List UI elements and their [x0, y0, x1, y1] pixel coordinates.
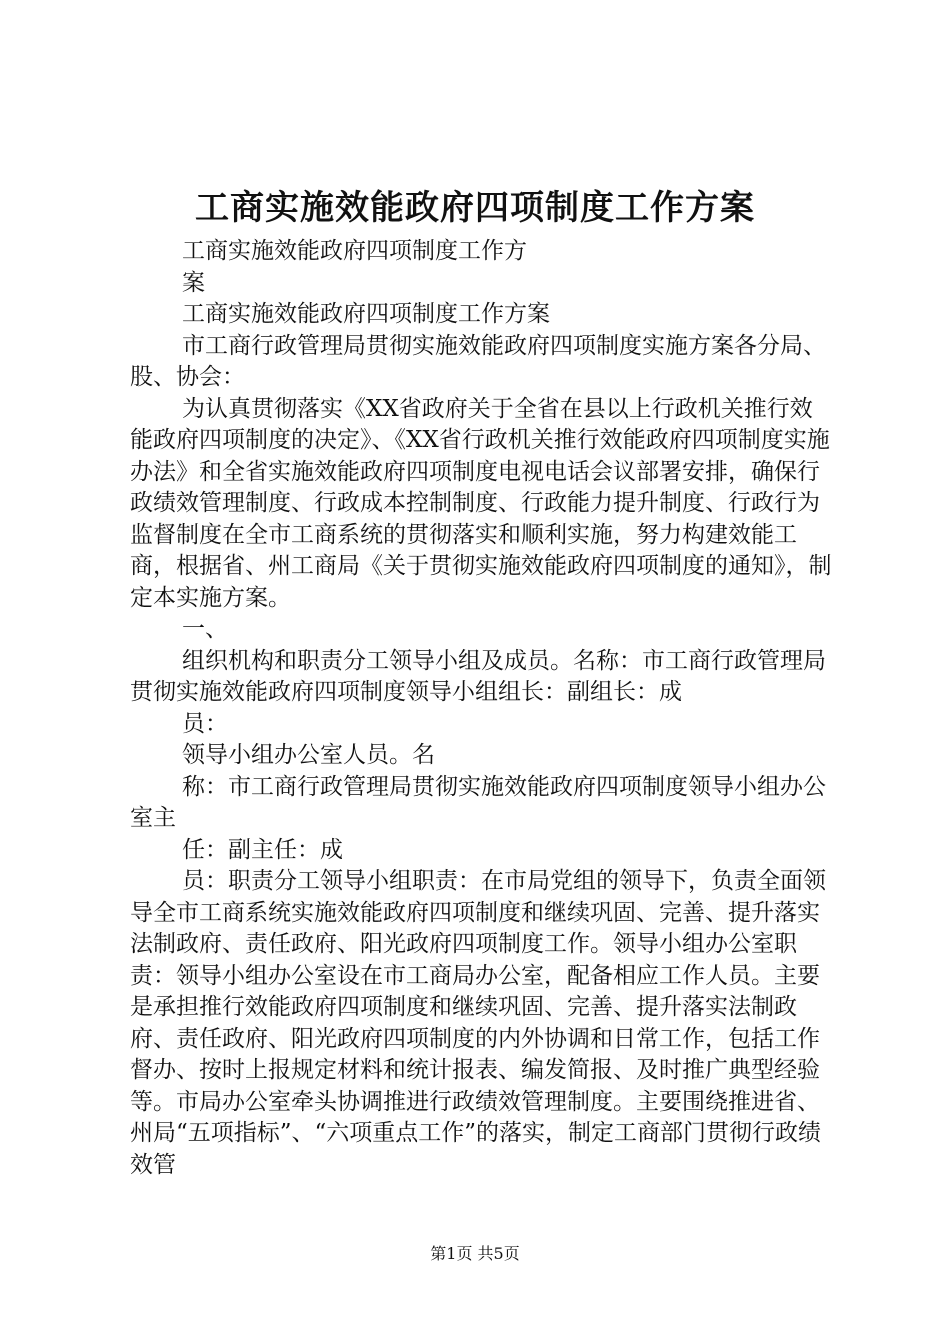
- paragraph: 工商实施效能政府四项制度工作方: [182, 238, 527, 264]
- paragraph: 工商实施效能政府四项制度工作方案: [182, 301, 550, 327]
- paragraph: 称：市工商行政管理局贯彻实施效能政府四项制度领导小组办公室主: [130, 773, 826, 831]
- paragraph: 为认真贯彻落实《XX省政府关于全省在县以上行政机关推行效能政府四项制度的决定》、《XX省行政机关推行效能政府四项制度实施办法》和全省实施效能政府四项制度电视电话会议部署安排，确保行政绩效管理制度、行政成本控制制度、行政能力提升制度、行政行为监督制度在全市工商系统的贯彻落实和顺利实施，努力构建效能工商，根据省、州工商局《关于贯彻实施效能政府四项制度的通知》，制定本实施方案。: [130, 395, 832, 611]
- paragraph: 任：副主任：成: [182, 836, 343, 863]
- paragraph: 一、: [182, 616, 228, 642]
- paragraph: 市工商行政管理局贯彻实施效能政府四项制度实施方案各分局、股、协会：: [130, 332, 826, 390]
- paragraph: 组织机构和职责分工领导小组及成员。名称：市工商行政管理局贯彻实施效能政府四项制度领导小组组长：副组长：成: [130, 647, 826, 705]
- document-body: [130, 236, 832, 1181]
- paragraph: 员：: [182, 710, 228, 737]
- paragraph: 员：职责分工领导小组职责：在市局党组的领导下，负责全面领导全市工商系统实施效能政府四项制度和继续巩固、完善、提升落实法制政府、责任政府、阳光政府四项制度工作。领导小组办公室职责：领导小组办公室设在市工商局办公室，配备相应工作人员。主要是承担推行效能政府四项制度和继续巩固、完善、提升落实法制政府、责任政府、阳光政府四项制度的内外协调和日常工作，包括工作督办、按时上报规定材料和统计报表、编发简报、及时推广典型经验等。市局办公室牵头协调推进行政绩效管理制度。主要围绕推进省、州局“五项指标”、“六项重点工作”的落实，制定工商部门贯彻行政绩效管: [130, 868, 826, 1178]
- paragraph: 案: [182, 269, 205, 296]
- paragraph: 领导小组办公室人员。名: [182, 742, 435, 768]
- page-footer: 第1页 共5页: [430, 1244, 520, 1263]
- document-title: 工商实施效能政府四项制度工作方案: [195, 188, 755, 228]
